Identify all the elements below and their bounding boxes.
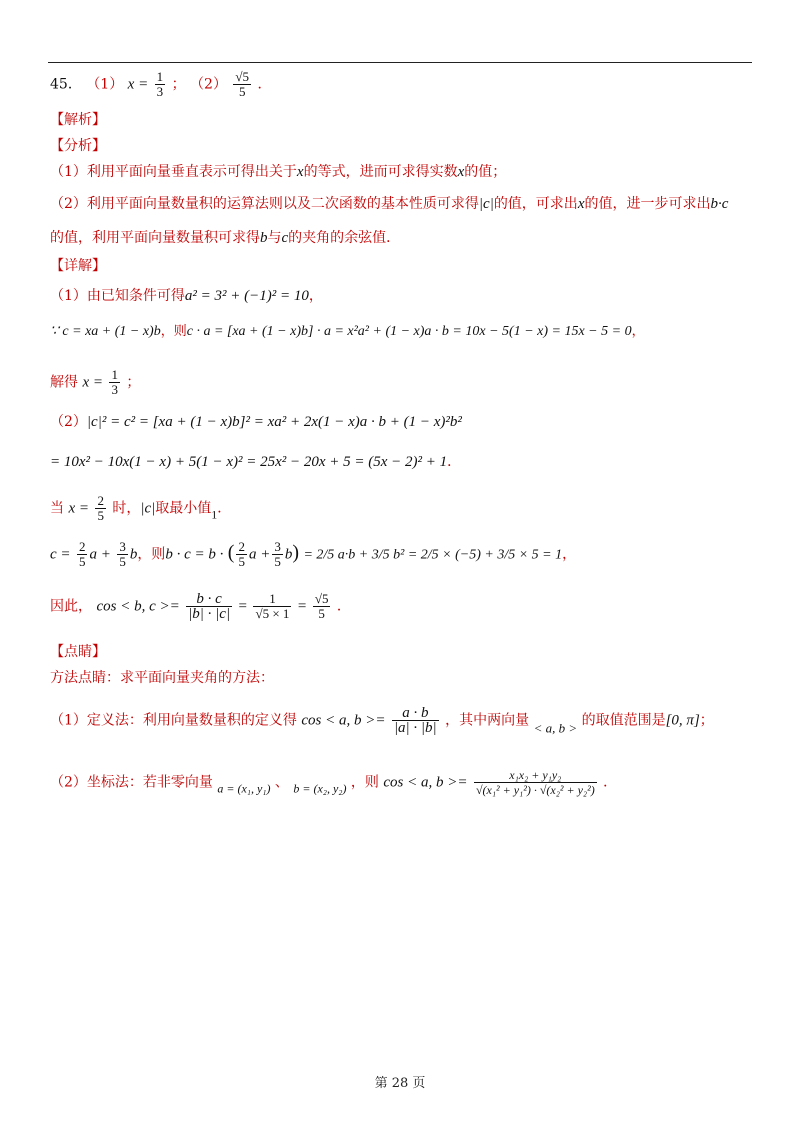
fraction — [474, 768, 597, 797]
math: a = (x₁, y₁) — [217, 781, 271, 796]
xiangjie-line-3 — [50, 368, 140, 397]
dianjing-line-1: 方法点睛：求平面向量夹角的方法： — [50, 670, 274, 686]
page-footer: 第 28 页 — [374, 1076, 426, 1091]
frac-den: 5 — [238, 554, 245, 569]
math: c — [281, 230, 289, 246]
text: （2）坐标法：若非零向量 — [50, 774, 213, 791]
frac-num: √5 — [314, 591, 329, 606]
math: b — [284, 546, 293, 563]
frac-num: 1 — [156, 69, 164, 84]
math: a + — [248, 546, 271, 563]
math: b — [129, 546, 138, 563]
answer-1-var: x = — [127, 76, 149, 93]
text: （1）利用平面向量垂直表示可得出关于 — [50, 164, 297, 180]
text: ，则 — [137, 546, 166, 563]
fraction — [117, 540, 128, 569]
math: c · a = [xa + (1 − x)b] · a = x²a² + (1 − x)a · b = 10x − 5(1 − x) = 15x − 5 = 0 — [186, 324, 632, 339]
text: 的值，进一步可求出 — [584, 196, 711, 212]
text: 、 — [274, 774, 289, 791]
math: b = (x₂, y₂) — [293, 781, 347, 796]
fenxi-line-2 — [50, 194, 728, 214]
part-2-label: （2） — [190, 76, 227, 93]
math: |c| — [140, 500, 156, 517]
fraction — [77, 540, 88, 569]
fraction — [109, 368, 120, 397]
question-number: 45． — [50, 76, 82, 93]
math: a + — [89, 546, 111, 563]
answer-1-fraction — [155, 70, 166, 99]
fraction — [95, 494, 106, 523]
fenxi-line-3 — [50, 228, 400, 248]
text: ． — [217, 500, 232, 517]
frac-num: a · b — [392, 706, 439, 721]
frac-num: 1 — [253, 592, 291, 607]
section-jiexi: 【解析】 — [50, 112, 106, 128]
math: |c|² = c² = [xa + (1 − x)b]² = xa² + 2x(1 − x)a · b + (1 − x)²b² — [86, 414, 462, 430]
text: （1）由已知条件可得 — [50, 288, 185, 304]
frac-den: √(x₁² + y₁²) · √(x₂² + y₂²) — [475, 783, 595, 797]
math: x = — [68, 500, 89, 517]
xiangjie-line-4 — [50, 412, 462, 432]
frac-den: 5 — [119, 554, 126, 569]
part-1-label: （1） — [86, 76, 124, 93]
text: （2）利用平面向量数量积的运算法则以及二次函数的基本性质可求得 — [50, 196, 479, 212]
xiangjie-line-2 — [50, 322, 645, 342]
separator: ； — [171, 76, 186, 93]
text: 的值，可求出 — [493, 196, 578, 212]
math: x = — [82, 374, 103, 391]
dianjing-line-2 — [50, 706, 714, 739]
fenxi-line-1 — [50, 162, 506, 182]
math: b — [260, 230, 268, 246]
frac-den: |a| · |b| — [393, 720, 437, 736]
text: ． — [603, 774, 618, 791]
xiangjie-line-5 — [50, 452, 461, 472]
fraction — [272, 540, 283, 569]
math: = 2/5 a·b + 3/5 b² = 2/5 × (−5) + 3/5 × 5 = 1 — [303, 547, 563, 563]
text: ； — [126, 374, 141, 391]
math: x — [296, 164, 304, 180]
text: （2） — [50, 414, 87, 430]
frac-den: √5 × 1 — [255, 606, 290, 621]
frac-num: 2 — [78, 539, 86, 554]
dianjing-line-3 — [50, 768, 617, 799]
fraction — [392, 706, 439, 735]
text: ，其中两向量 — [445, 712, 530, 729]
frac-den: 3 — [156, 84, 164, 99]
text: ，则 — [350, 774, 379, 791]
text: ， — [631, 324, 645, 339]
frac-den: 5 — [78, 554, 86, 569]
frac-num: √5 — [235, 69, 250, 84]
text: 当 — [50, 500, 64, 517]
frac-num: 2 — [97, 493, 104, 508]
frac-den: |b| · |c| — [188, 606, 231, 622]
text: 因此， — [50, 598, 92, 615]
frac-num: 3 — [119, 539, 126, 554]
text: （1）定义法：利用向量数量积的定义得 — [50, 712, 297, 729]
period: ． — [257, 76, 272, 93]
text: 的夹角的余弦值． — [288, 230, 401, 246]
math: b·c — [710, 196, 729, 212]
frac-num: 3 — [274, 539, 281, 554]
section-xiangjie: 【详解】 — [50, 258, 106, 274]
frac-den: 5 — [238, 84, 246, 99]
math: = — [297, 598, 307, 615]
text: 的值，利用平面向量数量积可求得 — [50, 230, 260, 246]
xiangjie-line-8 — [50, 592, 351, 621]
math: cos < a, b >= — [383, 774, 468, 791]
text: 取最小值 — [155, 500, 212, 517]
section-fenxi: 【分析】 — [50, 138, 106, 154]
math: x — [577, 196, 585, 212]
answer-2-fraction — [233, 70, 251, 99]
text: ； — [699, 712, 714, 729]
text: ． — [336, 598, 351, 615]
text: ， — [562, 546, 577, 563]
math: cos < a, b >= — [301, 712, 386, 729]
frac-den: 5 — [97, 508, 104, 523]
math: b · c = b · — [165, 546, 224, 563]
math: = — [238, 598, 248, 615]
frac-den: 3 — [111, 382, 118, 397]
fraction — [313, 592, 331, 621]
xiangjie-line-1 — [50, 286, 323, 306]
math: cos < b, c >= — [96, 598, 180, 615]
section-dianjing: 【点睛】 — [50, 644, 106, 660]
frac-den: 5 — [318, 606, 325, 621]
math: x — [457, 164, 465, 180]
math: c = — [50, 546, 71, 563]
top-rule — [48, 62, 752, 63]
math: < a, b > — [533, 720, 578, 736]
frac-num: x₁x₂ + y₁y₂ — [474, 768, 597, 783]
text: 与 — [267, 230, 282, 246]
math: [0, π] — [665, 712, 700, 729]
xiangjie-line-6 — [50, 494, 231, 525]
math: |c| — [478, 196, 494, 212]
frac-den: 5 — [274, 554, 281, 569]
answer-line — [50, 70, 272, 99]
math: ∵ c = xa + (1 − x)b — [50, 324, 161, 339]
fraction — [253, 592, 291, 621]
paren-close: ) — [292, 541, 300, 564]
text: ， — [308, 288, 323, 304]
math: = 10x² − 10x(1 − x) + 5(1 − x)² = 25x² − 20x + 5 = (5x − 2)² + 1 — [50, 454, 448, 470]
frac-num: 1 — [111, 367, 118, 382]
frac-num: 2 — [238, 539, 245, 554]
text: ． — [447, 454, 462, 470]
text: 的值； — [464, 164, 507, 180]
frac-num: b · c — [186, 592, 232, 607]
text: ，则 — [160, 324, 187, 339]
fraction — [236, 540, 247, 569]
math: 1 — [211, 507, 218, 522]
text: 解得 — [50, 374, 78, 391]
paren-open: ( — [227, 541, 235, 564]
text: 时， — [112, 500, 141, 517]
xiangjie-line-7 — [50, 540, 576, 569]
math: a² = 3² + (−1)² = 10 — [184, 288, 309, 304]
text: 的等式，进而可求得实数 — [303, 164, 458, 180]
text: 的取值范围是 — [581, 712, 666, 729]
fraction — [186, 592, 232, 621]
